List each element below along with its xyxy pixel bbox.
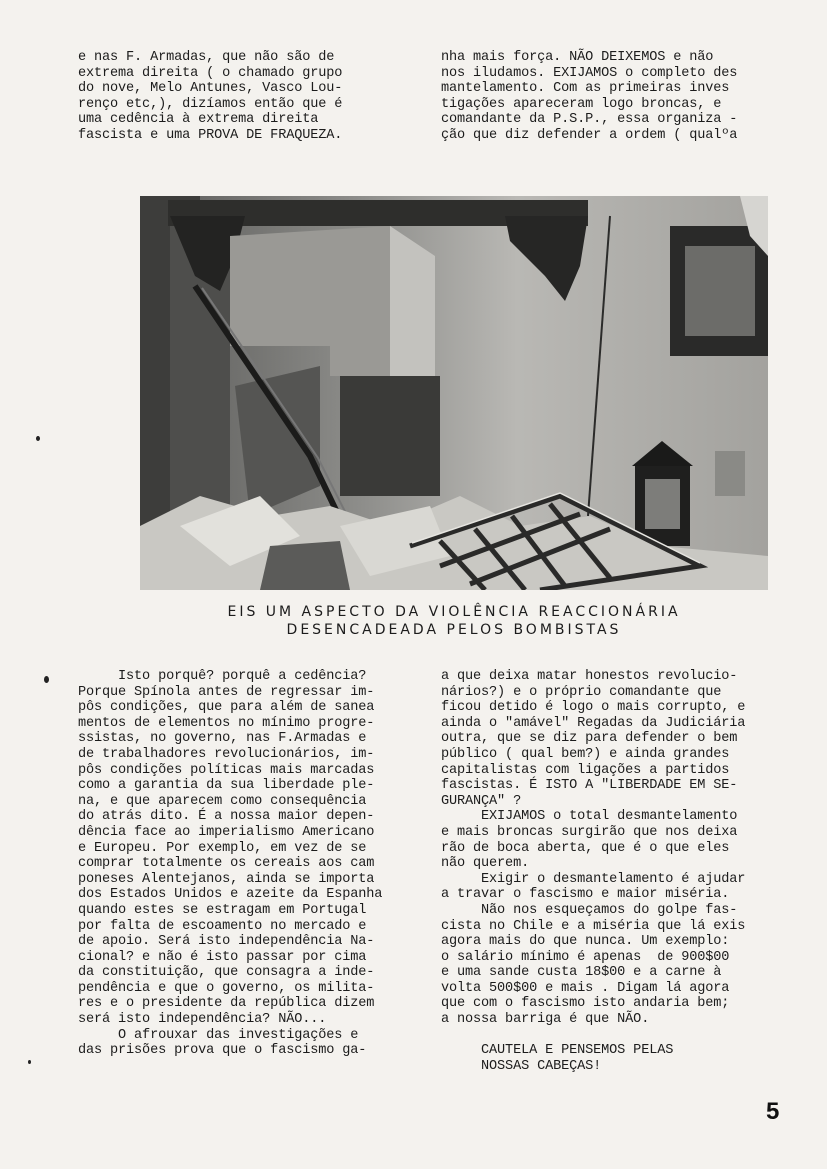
text-line: uma cedência à extrema direita [78, 112, 319, 128]
text-line: nários?) e o próprio comandante que [441, 684, 722, 700]
text-line: o salário mínimo é apenas de 900$00 [441, 949, 730, 965]
text-line: que com o fascismo isto andaria bem; [441, 996, 730, 1012]
text-line: mantelamento. Com as primeiras inves [441, 81, 730, 97]
text-line: e nas F. Armadas, que não são de [78, 50, 335, 65]
text-line: de apoio. Será isto independência Na- [78, 934, 375, 950]
text-line: O afrouxar das investigações e [78, 1027, 359, 1043]
text-line: pendência e que o governo, os milita- [78, 980, 375, 996]
text-line: ficou detido é logo o mais corrupto, e [441, 700, 746, 716]
text-line: pôs condições políticas mais marcadas [78, 762, 375, 778]
text-line: outra, que se diz para defender o bem [441, 731, 738, 747]
scan-speck [28, 1060, 31, 1064]
text-line: por falta de escoamento no mercado e [78, 918, 367, 934]
text-line: rão de boca aberta, que é o que eles [441, 840, 730, 856]
text-line: ção que diz defender a ordem ( qualºa [441, 127, 738, 143]
photograph-bombed-stairwell [140, 196, 768, 590]
text-line: nha mais força. NÃO DEIXEMOS e não [441, 50, 714, 65]
text-line: a nossa barriga é que NÃO. [441, 1012, 650, 1028]
text-line: não querem. [441, 856, 530, 872]
text-line: das prisões prova que o fascismo ga- [78, 1043, 367, 1059]
text-line: comprar totalmente os cereais aos cam [78, 856, 375, 872]
text-line: capitalistas com ligações a partidos [441, 762, 730, 778]
text-line: fascista e uma PROVA DE FRAQUEZA. [78, 127, 343, 143]
text-line: será isto independência? NÃO... [78, 1012, 327, 1028]
photo-caption [140, 603, 768, 639]
text-line: Não nos esqueçamos do golpe fas- [441, 902, 738, 918]
text-line: dência face ao imperialismo Americano [78, 824, 375, 840]
text-line: ssistas, no governo, nas F.Armadas e [78, 731, 367, 747]
text-line: NOSSAS CABEÇAS! [441, 1058, 602, 1074]
text-line: dos Estados Unidos e azeite da Espanha [78, 887, 383, 903]
bombed-stairwell-image [140, 196, 768, 590]
text-line: da constituição, que consagra a inde- [78, 965, 375, 981]
text-line: quando estes se estragam em Portugal [78, 902, 367, 918]
text-line: de trabalhadores revolucionários, im- [78, 746, 375, 762]
text-line: nos iludamos. EXIJAMOS o completo des [441, 65, 738, 81]
text-line: pôs condições, que para além de sanea [78, 700, 375, 716]
text-line: e uma sande custa 18$00 e a carne à [441, 965, 722, 981]
caption-line-1: EIS UM ASPECTO DA VIOLÊNCIA REACCIONÁRIA [227, 604, 681, 620]
text-line: tigações apareceram logo broncas, e [441, 96, 722, 112]
text-line [441, 1028, 745, 1044]
text-line: a que deixa matar honestos revolucio- [441, 669, 738, 684]
top-right-column [441, 50, 737, 144]
text-line: CAUTELA E PENSEMOS PELAS [441, 1043, 674, 1059]
text-line: cista no Chile e a miséria que lá exis [441, 918, 746, 934]
text-line: cional? e não é isto passar por cima [78, 949, 367, 965]
top-left-column [78, 50, 342, 144]
bottom-right-column [441, 669, 745, 1074]
text-line: fascistas. É ISTO A "LIBERDADE EM SE- [441, 778, 738, 794]
scan-speck [44, 676, 49, 683]
text-line: ainda o "amável" Regadas da Judiciária [441, 715, 746, 731]
text-line: EXIJAMOS o total desmantelamento [441, 809, 738, 825]
text-line: como a garantia da sua liberdade ple- [78, 778, 375, 794]
text-line: extrema direita ( o chamado grupo [78, 65, 343, 81]
page-number: 5 [766, 1098, 780, 1125]
text-line: Exigir o desmantelamento é ajudar [441, 871, 746, 887]
text-line: a travar o fascismo e maior miséria. [441, 887, 730, 903]
text-line: GURANÇA" ? [441, 793, 522, 809]
text-line: do atrás dito. É a nossa maior depen- [78, 809, 375, 825]
text-line: e mais broncas surgirão que nos deixa [441, 824, 738, 840]
text-line: público ( qual bem?) e ainda grandes [441, 746, 730, 762]
text-line: do nove, Melo Antunes, Vasco Lou- [78, 81, 343, 97]
text-line: renço etc,), dizíamos então que é [78, 96, 343, 112]
caption-line-2: DESENCADEADA PELOS BOMBISTAS [286, 622, 622, 638]
text-line: mentos de elementos no mínimo progre- [78, 715, 375, 731]
text-line: Porque Spínola antes de regressar im- [78, 684, 375, 700]
text-line: comandante da P.S.P., essa organiza - [441, 112, 738, 128]
bottom-left-column [78, 669, 382, 1059]
scan-speck [36, 436, 40, 441]
text-line: na, e que aparecem como consequência [78, 793, 367, 809]
text-line: poneses Alentejanos, ainda se importa [78, 871, 375, 887]
text-line: e Europeu. Por exemplo, em vez de se [78, 840, 367, 856]
text-line: volta 500$00 e mais . Digam lá agora [441, 980, 730, 996]
text-line: res e o presidente da república dizem [78, 996, 375, 1012]
text-line: agora mais do que nunca. Um exemplo: [441, 934, 730, 950]
text-line: Isto porquê? porquê a cedência? [78, 669, 367, 684]
